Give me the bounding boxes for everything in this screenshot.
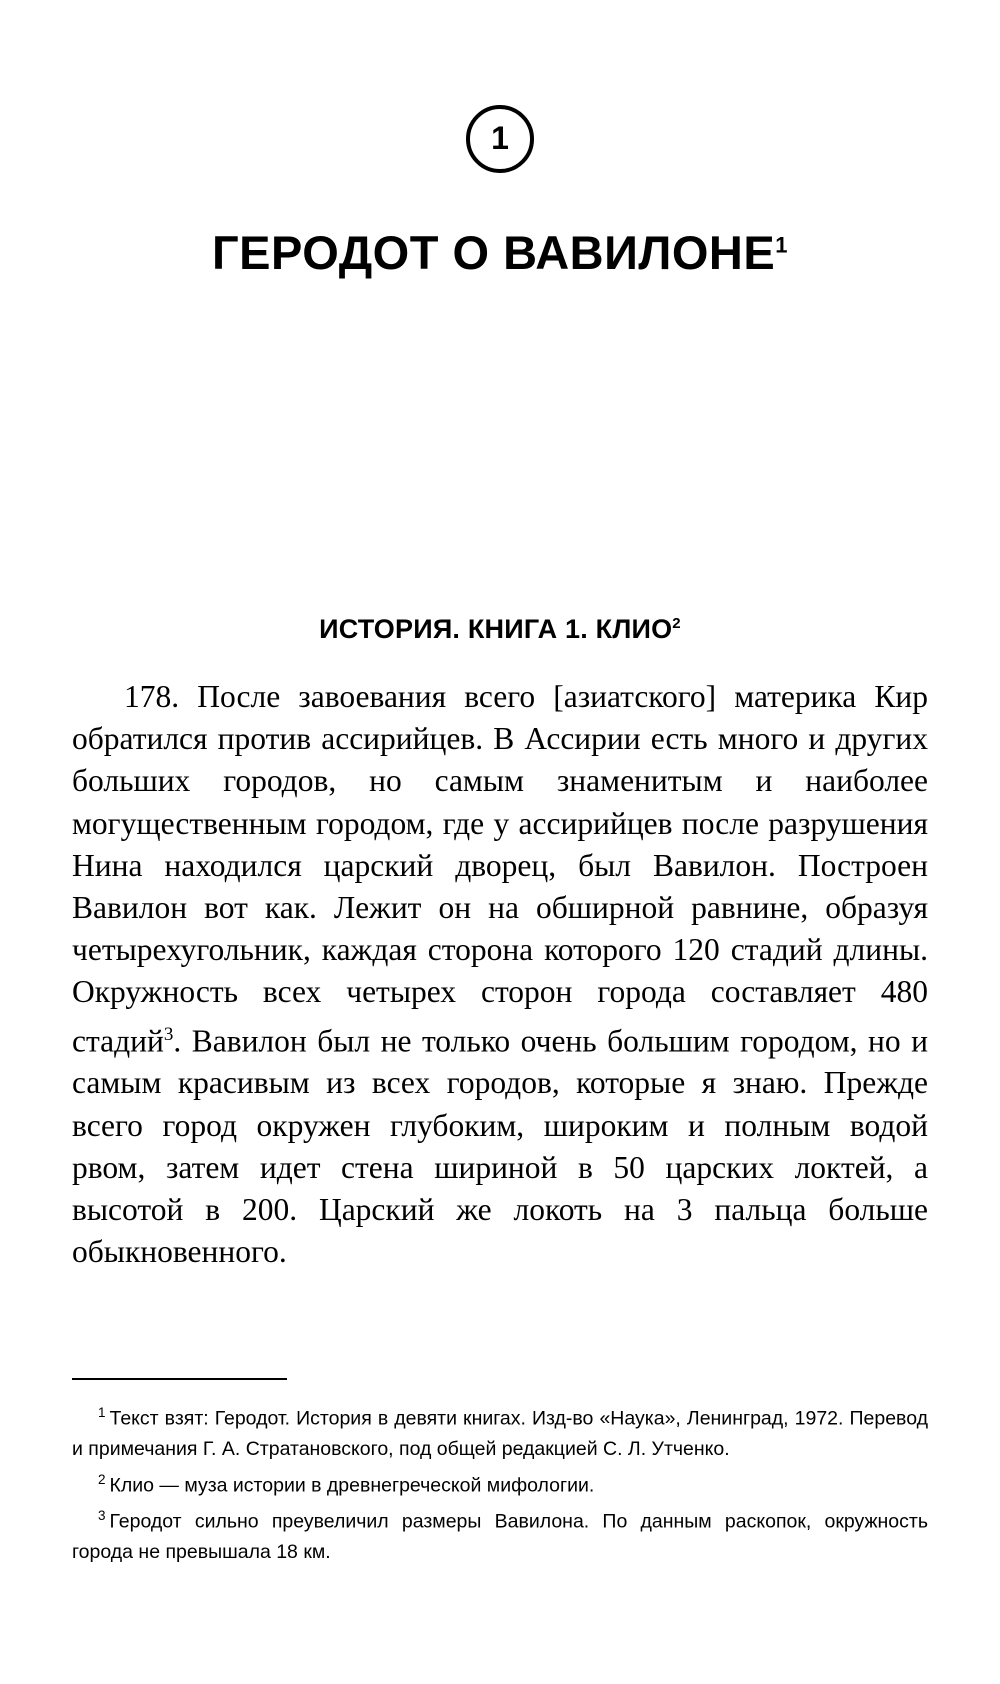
footnote-text: Текст взят: Геродот. История в девяти книгах. Изд-во «Наука», Ленинград, 1972. Перевод и примечания Г. А. Стратановского, под общей редакцией С. Л. Утченко.: [72, 1407, 928, 1460]
footnote-marker: 3: [98, 1508, 106, 1523]
paragraph-footnote-marker: 3: [163, 1023, 174, 1045]
footnote-separator-rule: [72, 1378, 287, 1380]
footnote-item: [72, 1465, 928, 1501]
chapter-number: 1: [491, 120, 509, 156]
body-text-block: [72, 676, 928, 1273]
paragraph-text-part-2: . Вавилон был не только очень большим городом, но и самым красивым из всех городов, которые я знаю. Прежде всего город окружен глубоким, широким и полным водой рвом, затем идет стена шириной в 50 царских локтей, а высотой в 200. Царский же локоть на 3 пальца больше обыкновенного.: [72, 1023, 928, 1270]
section-heading-text: ИСТОРИЯ. КНИГА 1. КЛИО: [319, 614, 673, 645]
section-heading: [72, 614, 928, 645]
footnote-text: Геродот сильно преувеличил размеры Вавилона. По данным раскопок, окружность города не превышала 18 км.: [72, 1510, 928, 1563]
footnote-item: [72, 1398, 928, 1464]
chapter-title: [72, 227, 928, 279]
page-content: [72, 0, 928, 1684]
footnote-text: Клио — муза истории в древнегреческой мифологии.: [109, 1474, 595, 1496]
section-heading-footnote-marker: 2: [672, 615, 681, 633]
footnotes-block: [72, 1398, 928, 1568]
footnote-marker: 2: [98, 1471, 106, 1487]
chapter-number-badge: [466, 105, 534, 173]
chapter-title-footnote-marker: 1: [775, 232, 788, 258]
paragraph-178: [72, 676, 928, 1273]
footnote-marker: 1: [98, 1405, 106, 1420]
paragraph-text-part-1: 178. После завоевания всего [азиатского] материка Кир обратился против ассирийцев. В Ассирии есть много и других больших городов, но самым знаменитым и наиболее могущественным городом, где у ассирийцев после разрушения Нина находился царский дворец, был Вавилон. Построен Вавилон вот как. Лежит он на обширной равнине, образуя четырехугольник, каждая сторона которого 120 стадий длины. Окружность всех четырех сторон города составляет 480 стадий: [72, 679, 928, 1059]
footnote-item: [72, 1501, 928, 1567]
chapter-title-text: ГЕРОДОТ О ВАВИЛОНЕ: [212, 226, 776, 280]
